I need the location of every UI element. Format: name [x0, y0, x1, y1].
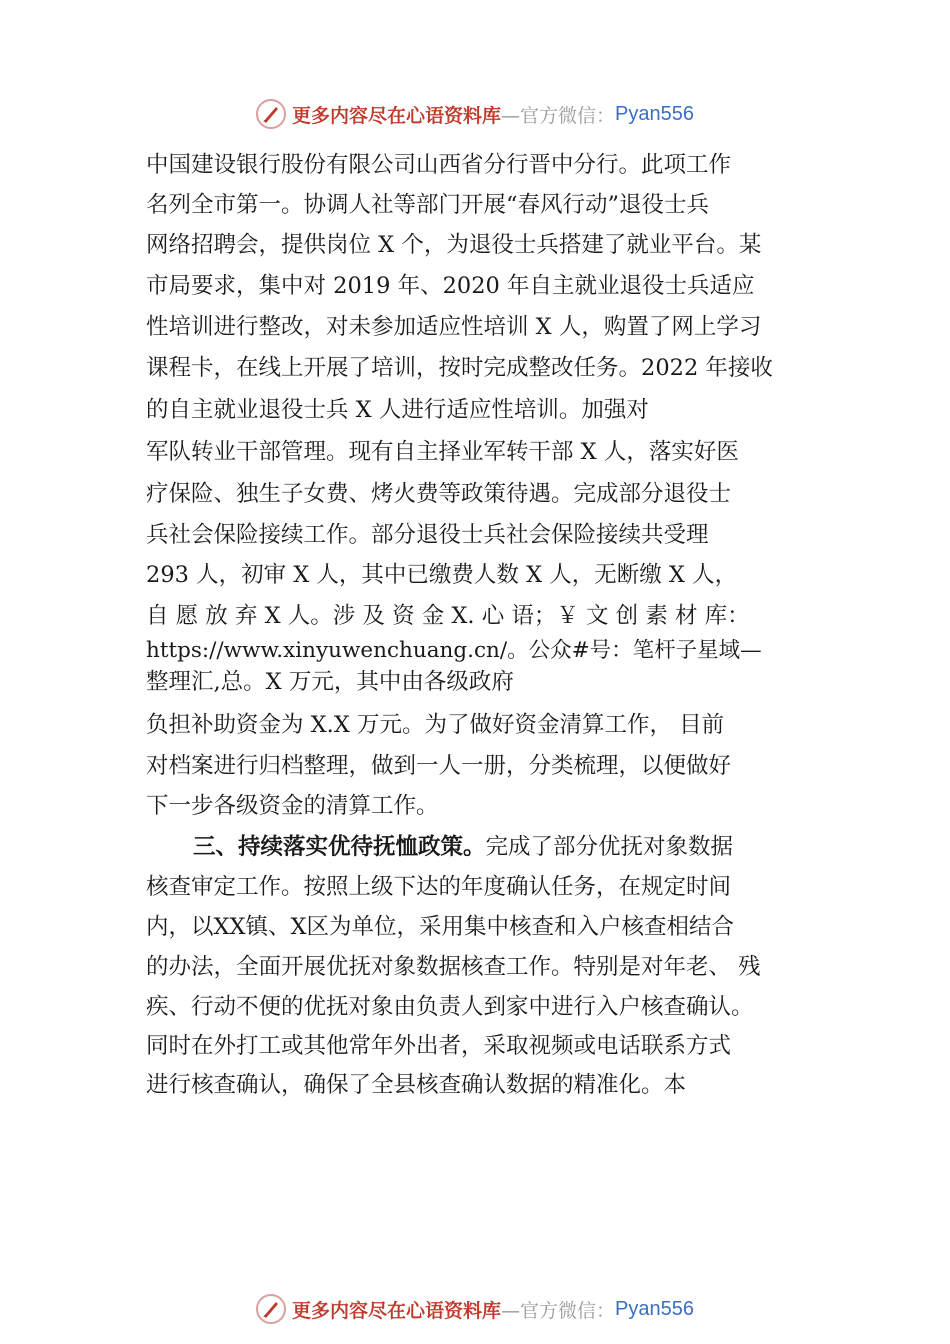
text-line: 下一步各级资金的清算工作。	[146, 793, 439, 819]
text-line: 疗保险、独生子女费、烤火费等政策待遇。完成部分退役士	[146, 481, 732, 507]
watermark-wechat-id: Pyan556	[615, 102, 694, 125]
text-line: 核查审定工作。按照上级下达的年度确认任务，在规定时间	[146, 874, 732, 900]
footer-watermark	[0, 1289, 950, 1329]
watermark-site-name: 更多内容尽在心语资料库	[292, 1299, 502, 1322]
text-line: 性培训进行整改，对未参加适应性培训 X 人，购置了网上学习	[146, 314, 762, 340]
text-line: 课程卡，在线上开展了培训，按时完成整改任务。2022 年接收	[146, 355, 773, 381]
watermark-label: —官方微信：	[501, 104, 616, 127]
section-3-heading: 三、持续落实优待抚恤政策。	[193, 834, 486, 860]
text-line: 整理汇,总。X 万元，其中由各级政府	[146, 669, 514, 695]
text-line: 负担补助资金为 X.X 万元。为了做好资金清算工作， 目前	[146, 712, 725, 738]
watermark-site-name: 更多内容尽在心语资料库	[292, 104, 502, 127]
text-line: 自 愿 放 弃 X 人。涉 及 资 金 X. 心 语；￥ 文 创 素 材 库：	[146, 603, 750, 629]
text-line: 市局要求，集中对 2019 年、2020 年自主就业退役士兵适应	[146, 273, 755, 299]
pen-logo-icon	[256, 99, 286, 129]
text-line: 进行核查确认，确保了全县核查确认数据的精准化。本	[146, 1072, 687, 1098]
text-line: 的自主就业退役士兵 X 人进行适应性培训。加强对	[146, 397, 649, 423]
text-line: https://www.xinyuwenchuang.cn/。公众#号：笔杆子星域—	[146, 638, 762, 663]
text-line: 网络招聘会，提供岗位 X 个，为退役士兵搭建了就业平台。某	[146, 232, 762, 258]
text-line: 军队转业干部管理。现有自主择业军转干部 X 人，落实好医	[146, 439, 739, 465]
text-line: 的办法，全面开展优抚对象数据核查工作。特别是对年老、 残	[146, 954, 761, 980]
text-line: 中国建设银行股份有限公司山西省分行晋中分行。此项工作	[146, 152, 732, 178]
text-line: 内，以XX镇、X区为单位，采用集中核查和入户核查相结合	[146, 914, 735, 940]
header-watermark	[0, 94, 950, 134]
section-3-first-line-text: 完成了部分优抚对象数据	[485, 834, 734, 860]
pen-logo-icon	[256, 1294, 286, 1324]
watermark-wechat-id: Pyan556	[615, 1297, 694, 1320]
section-3-first-line	[193, 832, 733, 862]
text-line: 对档案进行归档整理，做到一人一册，分类梳理，以便做好	[146, 753, 732, 779]
text-line: 兵社会保险接续工作。部分退役士兵社会保险接续共受理	[146, 522, 709, 548]
watermark-label: —官方微信：	[501, 1299, 616, 1322]
text-line: 同时在外打工或其他常年外出者，采取视频或电话联系方式	[146, 1033, 732, 1059]
text-line: 名列全市第一。协调人社等部门开展“春风行动”退役士兵	[146, 192, 710, 218]
text-line: 293 人，初审 X 人，其中已缴费人数 X 人，无断缴 X 人，	[146, 562, 738, 588]
text-line: 疾、行动不便的优抚对象由负责人到家中进行入户核查确认。	[146, 994, 754, 1020]
